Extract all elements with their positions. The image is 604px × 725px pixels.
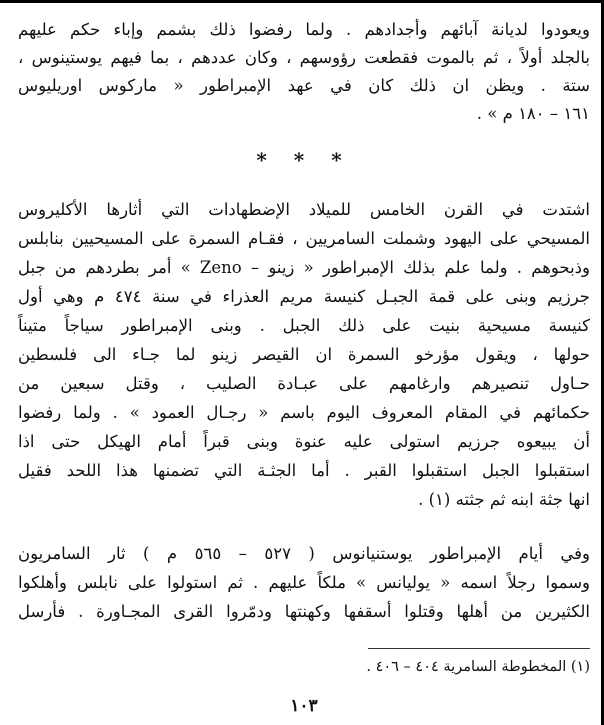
page-frame-top	[0, 0, 604, 3]
section-separator: * * *	[256, 148, 352, 172]
paragraph-2-line-10: استقبلوا الجبل استقبلوا القبر . أما الجثـة التي تضمنها هذا اللحد فقيل	[18, 461, 590, 480]
paragraph-1-line-3: ستة . ويظن ان ذلك كان في عهد الإمبراطور « ماركوس اوريليوس	[18, 76, 590, 95]
paragraph-2-line-1: اشتدت في القرن الخامس للميلاد الإضطهادات التي أثارها الأكليروس	[18, 200, 590, 219]
paragraph-2-line-11: انها جثة ابنه ثم جثته (١) .	[418, 490, 590, 509]
paragraph-1-line-1: ويعودوا لديانة آبائهم وأجدادهم . ولما رفضوا ذلك بشمم وإباء حكم عليهم	[18, 20, 590, 39]
paragraph-3-line-2: وسموا رجلاً اسمه « يوليانس » ملكاً عليهم . ثم استولوا على نابلس وأهلكوا	[18, 573, 590, 592]
paragraph-2-line-9: أن يبيعوه جرزيم استولى عليه عنوة وبنى قبراً أمام الهيكل حتى اذا	[18, 432, 590, 451]
paragraph-2-line-2: المسيحي على اليهود وشملت السامريين ، فقـام السمرة على المسيحيين بنابلس	[18, 229, 590, 248]
paragraph-1-line-2: بالجلد أولاً ، ثم بالموت فقطعت رؤوسهم ، وكان عددهم ، بما فيهم يوستينوس ،	[18, 48, 590, 67]
paragraph-2-line-7: حـاول تنصيرهم وارغامهم على عبـادة الصليب ، وقتل سبعين من	[18, 374, 590, 393]
paragraph-2-line-3: وذبحوهم . ولما علم بذلك الإمبراطور « زينو – Zeno » أمر بطردهم من جبل	[18, 258, 590, 277]
paragraph-2-line-4: جرزيم وبنى على قمة الجبـل كنيسة مريم العذراء في سنة ٤٧٤ م وهي أول	[18, 287, 590, 306]
paragraph-2-line-8: حكمائهم في المقام المعروف اليوم باسم « رجـال العمود » . ولما رفضوا	[18, 403, 590, 422]
footnote-rule	[368, 648, 590, 649]
paragraph-1-line-4: ١٦١ – ١٨٠ م » .	[476, 104, 590, 123]
book-page	[18, 4, 590, 722]
page-number: ١٠٣	[290, 696, 318, 716]
footnote: (١) المخطوطة السامرية ٤٠٤ – ٤٠٦ .	[366, 659, 590, 675]
paragraph-3-line-1: وفي أيام الإمبراطور يوستنيانوس ( ٥٢٧ – ٥٦٥ م ) ثار السامريون	[18, 544, 590, 563]
paragraph-2-line-5: كنيسة مسيحية بنيت على ذلك الجبل . وبنى الإمبراطور سياجاً متيناً	[18, 316, 590, 335]
paragraph-3-line-3: الكثيرين من أهلها وقتلوا أسقفها وكهنتها ودمّروا القرى المجـاورة . فأرسل	[18, 602, 590, 621]
paragraph-2-line-6: حولها ، ويقول مؤرخو السمرة ان القيصر زينو لما جـاء الى فلسطين	[18, 345, 590, 364]
